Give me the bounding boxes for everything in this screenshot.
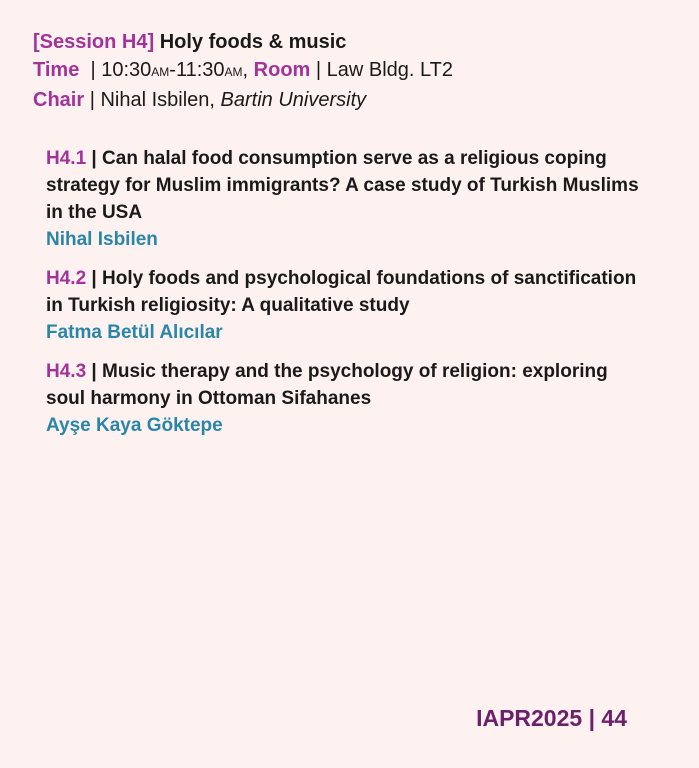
- session-title-line: [33, 28, 673, 56]
- time-end: 11:30: [175, 59, 225, 81]
- talk-separator: |: [91, 268, 97, 289]
- talk-code: H4.1: [46, 148, 87, 169]
- footer-separator: |: [588, 705, 596, 731]
- conference-name: IAPR2025: [476, 705, 583, 731]
- room-separator: |: [315, 59, 322, 81]
- talk-title: Music therapy and the psychology of religion: exploring soul harmony in Ottoman Sifahanes: [46, 361, 608, 409]
- time-start-suffix: AM: [151, 65, 170, 79]
- talk-item: [46, 145, 646, 253]
- talk-title-line: [46, 265, 646, 319]
- time-dash: -: [169, 59, 176, 81]
- time-end-suffix: AM: [224, 65, 243, 79]
- talk-title: Can halal food consumption serve as a religious coping strategy for Muslim immigrants? A case study of Turkish Muslims in the USA: [46, 148, 639, 223]
- session-label: [Session H4]: [33, 31, 155, 53]
- talk-item: [46, 358, 646, 439]
- talk-title-line: [46, 145, 646, 226]
- time-label: Time: [33, 59, 80, 81]
- time-comma: ,: [242, 59, 249, 81]
- talk-separator: |: [91, 361, 97, 382]
- talk-separator: |: [91, 148, 97, 169]
- chair-line: [33, 86, 673, 114]
- time-separator: |: [90, 59, 96, 81]
- time-room-line: [33, 56, 673, 86]
- talk-author: Fatma Betül Alıcılar: [46, 322, 223, 343]
- page-number: 44: [601, 705, 627, 731]
- chair-separator: |: [89, 89, 95, 111]
- chair-name: Nihal Isbilen: [100, 89, 210, 111]
- talk-item: [46, 265, 646, 346]
- chair-affiliation: Bartin University: [220, 89, 367, 111]
- chair-comma: ,: [209, 89, 215, 111]
- page-footer: [476, 705, 627, 732]
- room-value: Law Bldg. LT2: [326, 59, 454, 81]
- talk-title-line: [46, 358, 646, 412]
- room-label: Room: [253, 59, 311, 81]
- chair-label: Chair: [33, 89, 85, 111]
- talk-author: Ayşe Kaya Göktepe: [46, 415, 223, 436]
- session-header: [33, 28, 673, 114]
- session-title: Holy foods & music: [159, 31, 347, 53]
- talk-list: [46, 145, 646, 451]
- talk-code: H4.2: [46, 268, 87, 289]
- talk-code: H4.3: [46, 361, 87, 382]
- talk-title: Holy foods and psychological foundations of sanctification in Turkish religiosity: A qualitative study: [46, 268, 637, 316]
- talk-author: Nihal Isbilen: [46, 229, 158, 250]
- time-start: 10:30: [101, 59, 152, 81]
